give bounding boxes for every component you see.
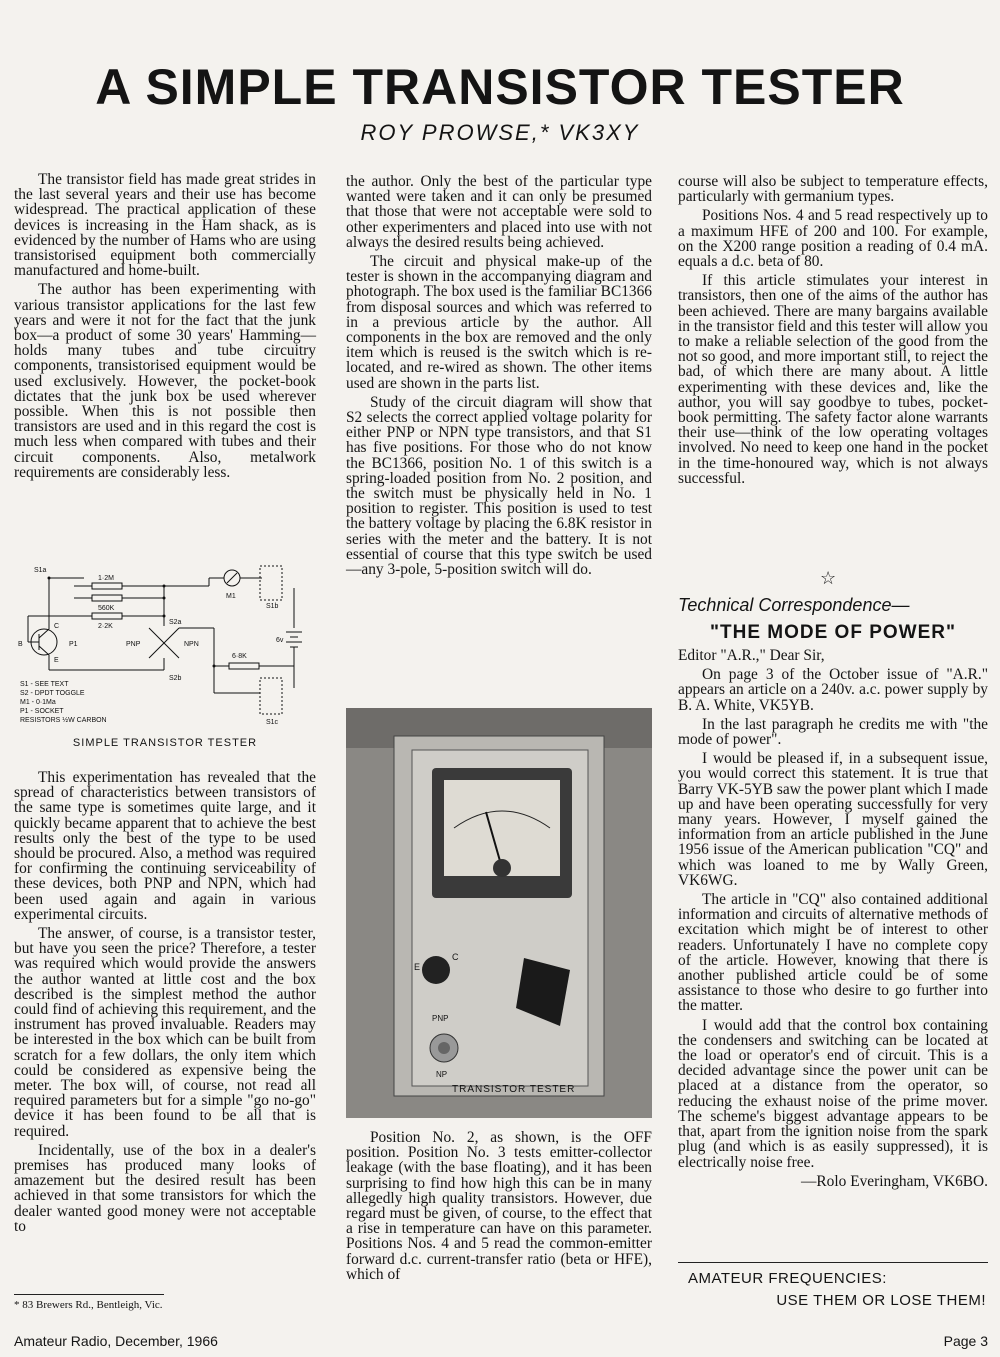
legend-line: S2 - DPDT TOGGLE	[20, 690, 85, 697]
slogan-divider	[678, 1262, 988, 1263]
paragraph: The author has been experimenting with various transistor applications for the last few years and were it not for the fact that the junk box—a product of some 30 years' Hamming—holds many tubes and tube circuitry components, transistorised equipment would be used exclusively. However, the pocket-book dictates that the junk box be used wherever possible. When this is not possible then transistors are used and in this regard the cost is much less when compared with tubes and their circuit components. Also, metalwork requirements are considerably less.	[14, 281, 316, 481]
photo-label-c: C	[452, 952, 459, 962]
label-s2a: S2a	[169, 619, 182, 626]
signature: —Rolo Everingham, VK6BO.	[801, 1172, 988, 1190]
label-p1: P1	[69, 641, 78, 648]
label-base: B	[18, 641, 23, 648]
photo-label-npn: NP	[436, 1070, 448, 1079]
circuit-diagram	[14, 558, 316, 758]
legend-line: S1 - SEE TEXT	[20, 681, 69, 688]
schematic-drawing	[14, 558, 316, 733]
footer-publication: Amateur Radio, December, 1966	[14, 1333, 218, 1349]
paragraph: The circuit and physical make-up of the tester is shown in the accompanying diagram and photograph. The box used is the familiar BC1366 from disposal sources and which was referred to in a previous article by the author. All components in the box are removed and the only item which is reused is the switch which is re-located, and re-wired as shown. The other items used are shown in the parts list.	[346, 253, 652, 392]
article-title: A SIMPLE TRANSISTOR TESTER	[95, 59, 905, 115]
label-r3: 2·2K	[98, 623, 113, 630]
letter-title: "THE MODE OF POWER"	[709, 622, 957, 643]
paragraph: course will also be subject to temperature effects, particularly with germanium types.	[678, 173, 988, 206]
photo-label-e: E	[414, 962, 421, 972]
star-separator: ☆	[820, 568, 837, 588]
label-s1b: S1b	[266, 603, 279, 610]
slogan-line-1: AMATEUR FREQUENCIES:	[688, 1270, 887, 1287]
paragraph: In the last paragraph he credits me with "the mode of power".	[678, 715, 988, 749]
paragraph: Position No. 2, as shown, is the OFF position. Position No. 3 tests emitter-collector leakage (with the base floating), and it has been surprising to find how high this can be in many allegedly high quality transistors. However, due regard must be given, of course, to the effect that a rise in temperature can have on this parameter. Positions Nos. 4 and 5 read the common-emitter forward d.c. current-transfer ratio (beta or HFE), which of	[346, 1129, 652, 1283]
slogan-line-2: USE THEM OR LOSE THEM!	[776, 1292, 986, 1309]
label-pnp: PNP	[126, 641, 141, 648]
salutation: Editor "A.R.," Dear Sir,	[678, 647, 825, 664]
label-r4: 6·8K	[232, 653, 247, 660]
paragraph: The answer, of course, is a transistor tester, but have you seen the price? Therefore, a tester was required which would provide the answers the author wanted at little cost and the box described is the simplest method the author could find of achieving this requirement, and the instrument has proved invaluable. Readers may be interested in the box which can be built from scratch for a few dollars, the only item which could be considered as expensive being the meter. The box will, of course, not read all required parameters but for a simple "go no-go" device it has been found to be all that is required.	[14, 925, 316, 1140]
photo-label-pnp: PNP	[432, 1014, 449, 1023]
label-emitter: E	[54, 657, 59, 664]
paragraph: This experimentation has revealed that the spread of characteristics between transistors of the same type is sometimes quite large, and it quickly became apparent that to achieve the best results only the best of the type to be used should be procured. Also, a method was required for confirming the continuing serviceability of these devices, both PNP and NPN, which had been used again and again in various experimental circuits.	[14, 769, 316, 923]
label-s1c: S1c	[266, 719, 279, 726]
column-3-top	[678, 174, 988, 490]
label-m1: M1	[226, 593, 236, 600]
label-s1a: S1a	[34, 567, 47, 574]
section-heading: Technical Correspondence—	[678, 595, 910, 615]
paragraph: the author. Only the best of the particular type wanted were taken and it can only be presumed that those that were not acceptable were sold to other experimenters and placed into use with not always the desired results being achieved.	[346, 173, 652, 251]
paragraph: On page 3 of the October issue of "A.R." appears an article on a 240v. a.c. power supply by B. A. White, VK5YB.	[678, 666, 988, 714]
diagram-caption: SIMPLE TRANSISTOR TESTER	[72, 737, 258, 749]
legend-line: RESISTORS ½W CARBON	[20, 717, 107, 724]
label-npn: NPN	[184, 641, 199, 648]
paragraph: Study of the circuit diagram will show that S2 selects the correct applied voltage polarity for either PNP or NPN type transistors, and that S1 has five positions. For those who do not know the BC1366, position No. 1 of this switch is a spring-loaded position from No. 2 position, and the switch must be physically held in No. 1 position to register. This position is used to test the battery voltage by placing the 6.8K resistor in series with the meter and the battery. It is not essential of course that this type switch be used—any 3-pole, 5-position switch will do.	[346, 393, 652, 579]
paragraph: The article in "CQ" also contained additional information and circuits of alternative methods of excitation which might be of interest to other readers. Unfortunately I have no complete copy of the article. However, knowing that there is another published article could be of some assistance to those who desire to go further into the matter.	[678, 891, 988, 1015]
photo-panel-label: TRANSISTOR TESTER	[452, 1084, 576, 1095]
footnote-divider	[14, 1294, 164, 1295]
label-s2b: S2b	[169, 675, 182, 682]
label-collector: C	[54, 623, 60, 630]
tester-photograph	[346, 708, 652, 1118]
paragraph: The transistor field has made great strides in the last several years and their use has become widespread. The practical application of these devices is increasing in the Ham shack, as is evidenced by the number of Hams who are using transistorised equipment both commercially manufactured and home-built.	[14, 171, 316, 280]
paragraph: I would add that the control box containing the condensers and switching can be located at the load or operator's end of circuit. This is a decided advantage since the power unit can be placed at a distance from the operator, so reducing the exhaust noise of the prime mover. The scheme's biggest advantage appears to be that, apart from the ignition noise from the spark plug (and which is as easily suppressed), it is electrically noise free.	[678, 1016, 988, 1171]
label-battery: 6v	[276, 637, 284, 644]
label-r1: 1·2M	[98, 575, 114, 582]
letter-body	[678, 648, 988, 1193]
label-r2: 560K	[98, 605, 115, 612]
column-1-bottom	[14, 770, 316, 1238]
author-footnote: * 83 Brewers Rd., Bentleigh, Vic.	[14, 1299, 163, 1311]
author-byline: ROY PROWSE,* VK3XY	[360, 120, 640, 145]
column-1-top	[14, 172, 316, 484]
column-2-bottom	[346, 1130, 652, 1286]
paragraph: Incidentally, use of the box in a dealer's premises has produced many looks of amazement but the desired result has been achieved in that some transistors for which the dealer wanted good money were not acceptable to	[14, 1141, 316, 1235]
legend-line: M1 - 0·1Ma	[20, 699, 56, 706]
legend-line: P1 - SOCKET	[20, 708, 64, 715]
photo-drawing	[346, 708, 652, 1118]
paragraph: If this article stimulates your interest in transistors, then one of the aims of the author has been achieved. There are many bargains available in the transistor field and this tester will allow you to make a reliable selection of the good from the not so good, and more important still, to reject the bad, of which there are many about. A little experimenting with these devices and, like the author, you will say goodbye to tubes, pocket-book permitting. The safety factor alone warrants their use—think of the low operating voltages involved. No need to keep one hand in the pocket in the time-honoured way, which is not always successful.	[678, 272, 988, 487]
paragraph: Positions Nos. 4 and 5 read respectively up to a maximum HFE of 200 and 100. For example, on the X200 range position a reading of 0.4 mA. equals a d.c. beta of 80.	[678, 207, 988, 271]
paragraph: I would be pleased if, in a subsequent issue, you would correct this statement. It is true that Barry VK-5YB saw the power plant which I made up and have been operating successfully for very many years. However, I myself gained the information from an article published in the June 1956 issue of the American publication "CQ" and which was loaned to me by Wally Green, VK6WG.	[678, 750, 989, 889]
footer-page-number: Page 3	[943, 1333, 988, 1349]
column-2-top	[346, 174, 652, 581]
